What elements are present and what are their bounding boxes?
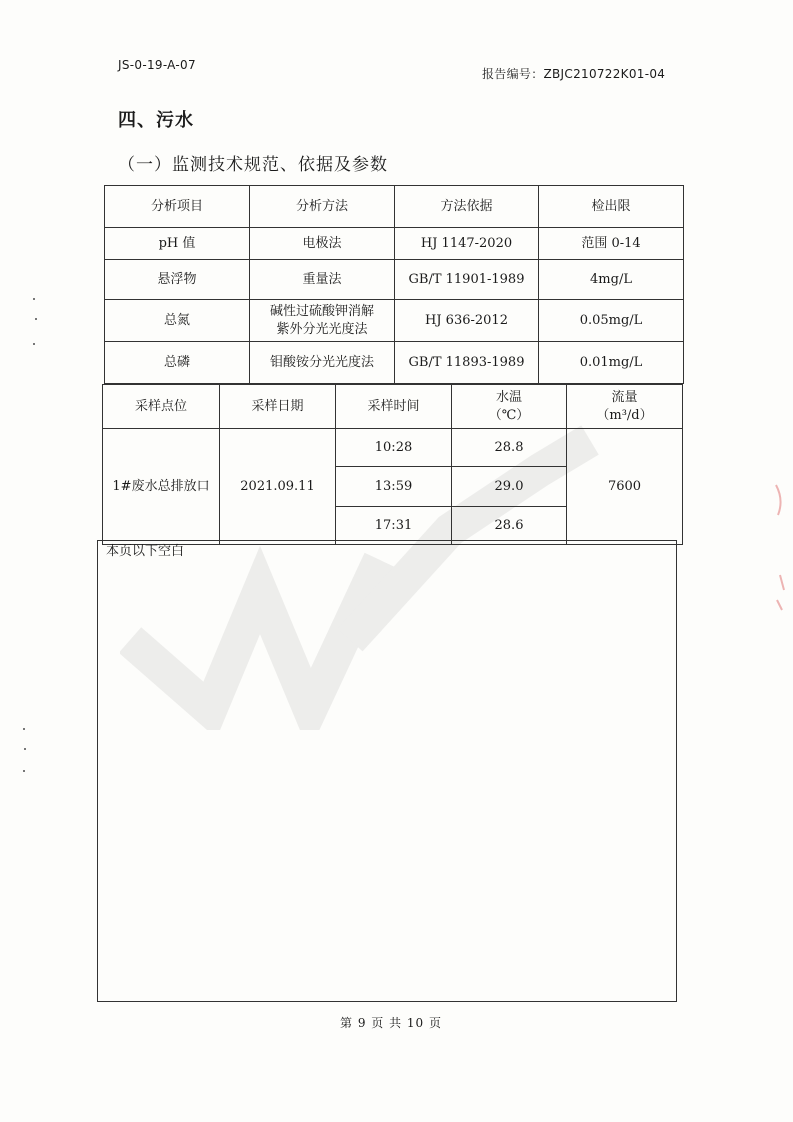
margin-dot xyxy=(24,748,26,750)
header-cell: 方法依据 xyxy=(395,186,539,228)
header-cell: 采样点位 xyxy=(103,385,220,429)
table-cell: 总磷 xyxy=(105,342,250,384)
margin-dot xyxy=(23,770,25,772)
table-cell: 4mg/L xyxy=(539,260,684,300)
margin-dot xyxy=(35,318,37,320)
table-cell: GB/T 11893-1989 xyxy=(395,342,539,384)
table-cell: 钼酸铵分光光度法 xyxy=(250,342,395,384)
header-cell: 采样时间 xyxy=(336,385,452,429)
blank-note: 本页以下空白 xyxy=(106,544,185,559)
water-temp-cell: 28.6 xyxy=(452,507,567,545)
table-cell: 重量法 xyxy=(250,260,395,300)
margin-dot xyxy=(23,728,25,730)
water-temp-unit: （℃） xyxy=(488,407,530,423)
flow-cell: 7600 xyxy=(567,429,683,545)
header-cell: 检出限 xyxy=(539,186,684,228)
flow-unit: （m³/d） xyxy=(596,407,653,423)
table-cell: 0.05mg/L xyxy=(539,300,684,342)
table-row xyxy=(105,228,684,260)
table-cell: 碱性过硫酸钾消解紫外分光光度法 xyxy=(250,300,395,342)
blank-area xyxy=(97,540,677,1002)
page-footer: 第 9 页 共 10 页 xyxy=(340,1016,442,1030)
header-cell xyxy=(567,385,683,429)
sampling-point-cell: 1#废水总排放口 xyxy=(103,429,220,545)
table-cell: HJ 636-2012 xyxy=(395,300,539,342)
water-temp-label: 水温 xyxy=(495,389,522,405)
table-cell: 总氮 xyxy=(105,300,250,342)
methods-table xyxy=(104,185,684,384)
water-temp-cell: 29.0 xyxy=(452,467,567,507)
margin-dot xyxy=(33,343,35,345)
subsection-title: （一）监测技术规范、依据及参数 xyxy=(118,155,388,175)
flow-label: 流量 xyxy=(611,389,638,405)
header-cell: 分析项目 xyxy=(105,186,250,228)
table-row xyxy=(105,260,684,300)
table-row xyxy=(105,342,684,384)
header-cell xyxy=(452,385,567,429)
table-row xyxy=(105,300,684,342)
doc-code: JS-0-19-A-07 xyxy=(118,58,196,72)
table-cell: 0.01mg/L xyxy=(539,342,684,384)
table-header-row xyxy=(103,385,683,429)
section-title: 四、污水 xyxy=(118,110,194,131)
table-cell: 电极法 xyxy=(250,228,395,260)
header-cell: 采样日期 xyxy=(220,385,336,429)
header-cell: 分析方法 xyxy=(250,186,395,228)
sampling-time-cell: 17:31 xyxy=(336,507,452,545)
table-row xyxy=(103,429,683,467)
table-cell: 范围 0-14 xyxy=(539,228,684,260)
report-number: 报告编号：ZBJC210722K01-04 xyxy=(482,67,666,81)
sampling-table xyxy=(102,384,683,545)
water-temp-cell: 28.8 xyxy=(452,429,567,467)
sampling-time-cell: 13:59 xyxy=(336,467,452,507)
margin-dot xyxy=(33,298,35,300)
table-cell: 悬浮物 xyxy=(105,260,250,300)
table-cell: GB/T 11901-1989 xyxy=(395,260,539,300)
sampling-time-cell: 10:28 xyxy=(336,429,452,467)
sampling-date-cell: 2021.09.11 xyxy=(220,429,336,545)
table-cell: pH 值 xyxy=(105,228,250,260)
table-cell: HJ 1147-2020 xyxy=(395,228,539,260)
seal-stamp-edge xyxy=(772,480,788,620)
table-header-row xyxy=(105,186,684,228)
